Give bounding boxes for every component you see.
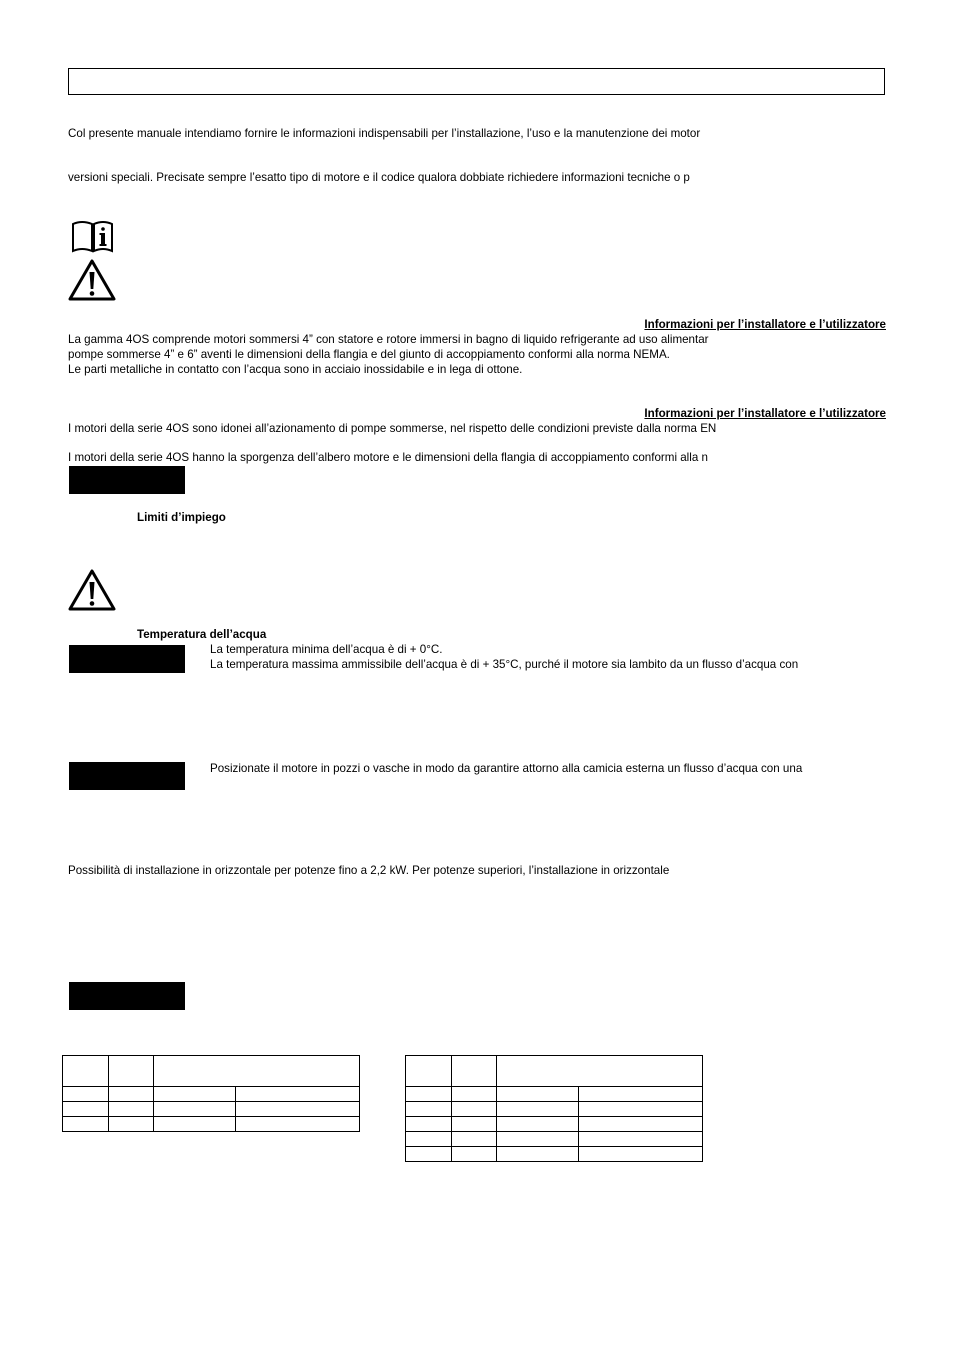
table-cell <box>452 1117 497 1132</box>
table-cell <box>154 1056 360 1087</box>
section-label-bar <box>69 466 185 494</box>
table-cell <box>109 1117 154 1132</box>
water-temperature-title: Temperatura dell’acqua <box>137 628 267 641</box>
section-1-heading: Informazioni per l’installatore e l’utilizzatore <box>644 318 886 331</box>
table-cell <box>452 1056 497 1087</box>
table-cell <box>497 1147 579 1162</box>
table-cell <box>154 1102 236 1117</box>
table-cell <box>497 1102 579 1117</box>
table-cell <box>579 1132 703 1147</box>
table-cell <box>154 1087 236 1102</box>
table-cell <box>406 1147 452 1162</box>
table-cell <box>452 1087 497 1102</box>
table-cell <box>154 1117 236 1132</box>
table-cell <box>406 1117 452 1132</box>
table-cell <box>406 1056 452 1087</box>
table-cell <box>406 1087 452 1102</box>
table-cell <box>63 1056 109 1087</box>
table-cell <box>497 1087 579 1102</box>
table-cell <box>497 1056 703 1087</box>
intro-line-2: versioni speciali. Precisate sempre l’esatto tipo di motore e il codice qualora dobbiate richiedere informazioni tecniche o p <box>68 171 690 184</box>
water-line-2: La temperatura massima ammissibile dell’acqua è di + 35°C, purché il motore sia lambito da un flusso d’acqua con <box>210 658 799 671</box>
warning-triangle-icon <box>67 568 117 615</box>
table-cell <box>236 1117 360 1132</box>
specs-table-right <box>405 1055 703 1162</box>
section-label-bar <box>69 762 185 790</box>
section-2-heading: Informazioni per l’installatore e l’utilizzatore <box>644 407 886 420</box>
table-cell <box>497 1132 579 1147</box>
table-cell <box>579 1147 703 1162</box>
table-cell <box>406 1102 452 1117</box>
section-2-line-1: I motori della serie 4OS sono idonei all’azionamento di pompe sommerse, nel rispetto delle condizioni previste dalla norma EN <box>68 422 717 435</box>
table-cell <box>63 1117 109 1132</box>
section-label-bar <box>69 982 185 1010</box>
table-cell <box>579 1087 703 1102</box>
table-cell <box>452 1147 497 1162</box>
manual-info-icon <box>70 218 116 257</box>
section-label-bar <box>69 645 185 673</box>
header-box <box>68 68 885 95</box>
table-cell <box>109 1087 154 1102</box>
table-cell <box>236 1102 360 1117</box>
table-cell <box>109 1102 154 1117</box>
section-2-line-2: I motori della serie 4OS hanno la sporgenza dell’albero motore e le dimensioni della flangia di accoppiamento conformi alla n <box>68 451 708 464</box>
table-cell <box>63 1087 109 1102</box>
table-cell <box>579 1102 703 1117</box>
table-cell <box>236 1087 360 1102</box>
table-cell <box>109 1056 154 1087</box>
horizontal-line-1: Possibilità di installazione in orizzontale per potenze fino a 2,2 kW. Per potenze superiori, l’installazione in orizzontale <box>68 864 670 877</box>
intro-line-1: Col presente manuale intendiamo fornire le informazioni indispensabili per l’installazione, l’uso e la manutenzione dei motor <box>68 127 701 140</box>
table-cell <box>406 1132 452 1147</box>
limits-title: Limiti d’impiego <box>137 511 226 524</box>
table-cell <box>497 1117 579 1132</box>
section-1-line-1: La gamma 4OS comprende motori sommersi 4” con statore e rotore immersi in bagno di liquido refrigerante ad uso alimentar <box>68 333 709 346</box>
section-1-line-3: Le parti metalliche in contatto con l’acqua sono in acciaio inossidabile e in lega di ottone. <box>68 363 523 376</box>
table-cell <box>452 1132 497 1147</box>
position-line-1: Posizionate il motore in pozzi o vasche in modo da garantire attorno alla camicia esterna un flusso d’acqua con una <box>210 762 803 775</box>
section-1-line-2: pompe sommerse 4” e 6” aventi le dimensioni della flangia e del giunto di accoppiamento conformi alla norma NEMA. <box>68 348 670 361</box>
water-line-1: La temperatura minima dell’acqua è di + 0°C. <box>210 643 443 656</box>
specs-table-left <box>62 1055 360 1132</box>
table-cell <box>452 1102 497 1117</box>
table-cell <box>579 1117 703 1132</box>
warning-triangle-icon <box>67 258 117 305</box>
table-cell <box>63 1102 109 1117</box>
